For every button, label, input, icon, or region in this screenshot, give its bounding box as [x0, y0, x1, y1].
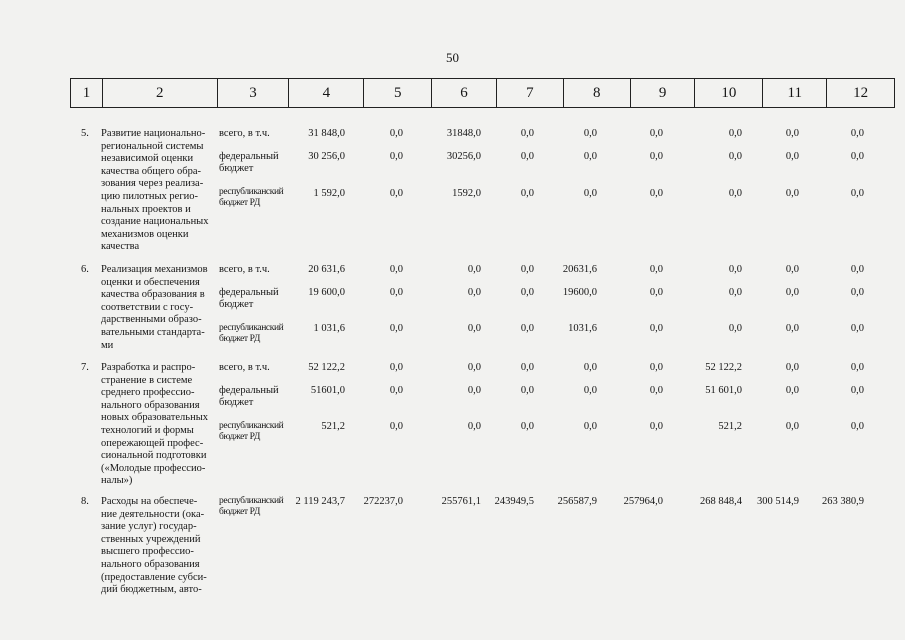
header-cell: 1: [71, 79, 103, 107]
value-cell: 521,2: [718, 421, 742, 432]
value-cell: 0,0: [785, 264, 799, 275]
value-cell: 2 119 243,7: [295, 496, 345, 507]
value-cell: 0,0: [649, 421, 663, 432]
value-cell: 0,0: [520, 128, 534, 139]
value-cell: 0,0: [520, 188, 534, 199]
value-cell: 0,0: [850, 128, 864, 139]
header-cell: 5: [364, 79, 432, 107]
value-cell: 0,0: [467, 323, 481, 334]
value-cell: 0,0: [850, 188, 864, 199]
value-cell: 0,0: [728, 188, 742, 199]
value-cell: 0,0: [785, 188, 799, 199]
row-number: 8.: [81, 496, 89, 507]
value-cell: 243949,5: [494, 496, 534, 507]
row-description: Развитие национально- региональной системы независимой оценки качества общего обра- зования через реализа- цию пилотных регио- нальных проектов и создание национальных механизмов оценки качества: [101, 128, 209, 253]
value-cell: 0,0: [785, 287, 799, 298]
value-cell: 0,0: [850, 264, 864, 275]
header-cell: 2: [103, 79, 218, 107]
value-cell: 0,0: [785, 323, 799, 334]
value-cell: 0,0: [850, 362, 864, 373]
value-cell: 0,0: [850, 323, 864, 334]
value-cell: 0,0: [520, 151, 534, 162]
value-cell: 0,0: [467, 287, 481, 298]
value-cell: 1 592,0: [313, 188, 345, 199]
value-cell: 30 256,0: [308, 151, 345, 162]
value-cell: 0,0: [389, 362, 403, 373]
value-cell: 0,0: [785, 385, 799, 396]
value-cell: 52 122,2: [308, 362, 345, 373]
value-cell: 30256,0: [446, 151, 481, 162]
header-cell: 4: [289, 79, 364, 107]
page-number: 50: [446, 50, 459, 65]
source-label: республиканский бюджет РД: [219, 421, 284, 442]
row-number: 5.: [81, 128, 89, 139]
value-cell: 0,0: [850, 287, 864, 298]
value-cell: 0,0: [520, 264, 534, 275]
source-label: всего, в т.ч.: [219, 362, 270, 373]
value-cell: 0,0: [467, 421, 481, 432]
value-cell: 0,0: [467, 385, 481, 396]
header-cell: 8: [564, 79, 631, 107]
header-cell: 6: [432, 79, 497, 107]
value-cell: 0,0: [649, 323, 663, 334]
value-cell: 0,0: [389, 128, 403, 139]
value-cell: 0,0: [785, 128, 799, 139]
header-cell: 3: [218, 79, 290, 107]
value-cell: 1031,6: [568, 323, 597, 334]
value-cell: 0,0: [389, 323, 403, 334]
value-cell: 0,0: [583, 188, 597, 199]
value-cell: 0,0: [728, 287, 742, 298]
value-cell: 268 848,4: [700, 496, 742, 507]
table-header: [70, 78, 895, 108]
value-cell: 0,0: [785, 362, 799, 373]
header-cell: 11: [763, 79, 827, 107]
source-label: республиканский бюджет РД: [219, 187, 284, 208]
value-cell: 0,0: [728, 128, 742, 139]
value-cell: 0,0: [467, 264, 481, 275]
value-cell: 0,0: [583, 362, 597, 373]
value-cell: 0,0: [583, 385, 597, 396]
value-cell: 0,0: [728, 323, 742, 334]
value-cell: 0,0: [649, 287, 663, 298]
value-cell: 51601,0: [310, 385, 345, 396]
value-cell: 0,0: [785, 151, 799, 162]
value-cell: 0,0: [520, 323, 534, 334]
source-label: республиканский бюджет РД: [219, 323, 284, 344]
source-label: федеральный бюджет: [219, 385, 279, 408]
value-cell: 263 380,9: [822, 496, 864, 507]
value-cell: 0,0: [389, 287, 403, 298]
value-cell: 0,0: [649, 362, 663, 373]
value-cell: 31 848,0: [308, 128, 345, 139]
value-cell: 0,0: [785, 421, 799, 432]
value-cell: 256587,9: [557, 496, 597, 507]
value-cell: 0,0: [850, 151, 864, 162]
value-cell: 0,0: [389, 385, 403, 396]
value-cell: 0,0: [850, 421, 864, 432]
value-cell: 0,0: [649, 151, 663, 162]
value-cell: 19600,0: [562, 287, 597, 298]
value-cell: 300 514,9: [757, 496, 799, 507]
row-description: Расходы на обеспече- ние деятельности (ока- зание услуг) государ- ственных учреждений высшего профессио- нального образования (предоставление субси- дий бюджетным, авто-: [101, 496, 207, 596]
value-cell: 0,0: [649, 128, 663, 139]
value-cell: 0,0: [649, 264, 663, 275]
value-cell: 0,0: [520, 287, 534, 298]
value-cell: 0,0: [520, 421, 534, 432]
value-cell: 0,0: [389, 264, 403, 275]
value-cell: 20631,6: [562, 264, 597, 275]
value-cell: 0,0: [728, 151, 742, 162]
row-description: Разработка и распро- странение в системе среднего профессио- нального образования новых образовательных технологий и формы опережающей профес- сиональной подготовки («Молодые профессио- налы»): [101, 362, 209, 487]
value-cell: 0,0: [583, 421, 597, 432]
value-cell: 52 122,2: [705, 362, 742, 373]
value-cell: 0,0: [850, 385, 864, 396]
value-cell: 272237,0: [363, 496, 403, 507]
value-cell: 0,0: [649, 385, 663, 396]
value-cell: 0,0: [728, 264, 742, 275]
value-cell: 19 600,0: [308, 287, 345, 298]
value-cell: 31848,0: [446, 128, 481, 139]
header-cell: 10: [695, 79, 763, 107]
row-number: 7.: [81, 362, 89, 373]
source-label: всего, в т.ч.: [219, 264, 270, 275]
value-cell: 51 601,0: [705, 385, 742, 396]
source-label: федеральный бюджет: [219, 151, 279, 174]
row-description: Реализация механизмов оценки и обеспечения качества образования в соответствии с госу- дарственными образо- вательными стандарта- ми: [101, 264, 208, 351]
value-cell: 0,0: [467, 362, 481, 373]
value-cell: 0,0: [389, 151, 403, 162]
source-label: всего, в т.ч.: [219, 128, 270, 139]
source-label: федеральный бюджет: [219, 287, 279, 310]
row-number: 6.: [81, 264, 89, 275]
value-cell: 0,0: [389, 188, 403, 199]
value-cell: 0,0: [649, 188, 663, 199]
header-cell: 12: [853, 84, 869, 101]
value-cell: 0,0: [583, 151, 597, 162]
value-cell: 1592,0: [452, 188, 481, 199]
header-cell: 7: [497, 79, 564, 107]
value-cell: 521,2: [321, 421, 345, 432]
header-cell: 9: [631, 79, 696, 107]
source-label: республиканский бюджет РД: [219, 496, 284, 517]
value-cell: 0,0: [520, 362, 534, 373]
value-cell: 257964,0: [623, 496, 663, 507]
value-cell: 0,0: [389, 421, 403, 432]
value-cell: 255761,1: [441, 496, 481, 507]
value-cell: 20 631,6: [308, 264, 345, 275]
value-cell: 0,0: [583, 128, 597, 139]
value-cell: 1 031,6: [313, 323, 345, 334]
value-cell: 0,0: [520, 385, 534, 396]
